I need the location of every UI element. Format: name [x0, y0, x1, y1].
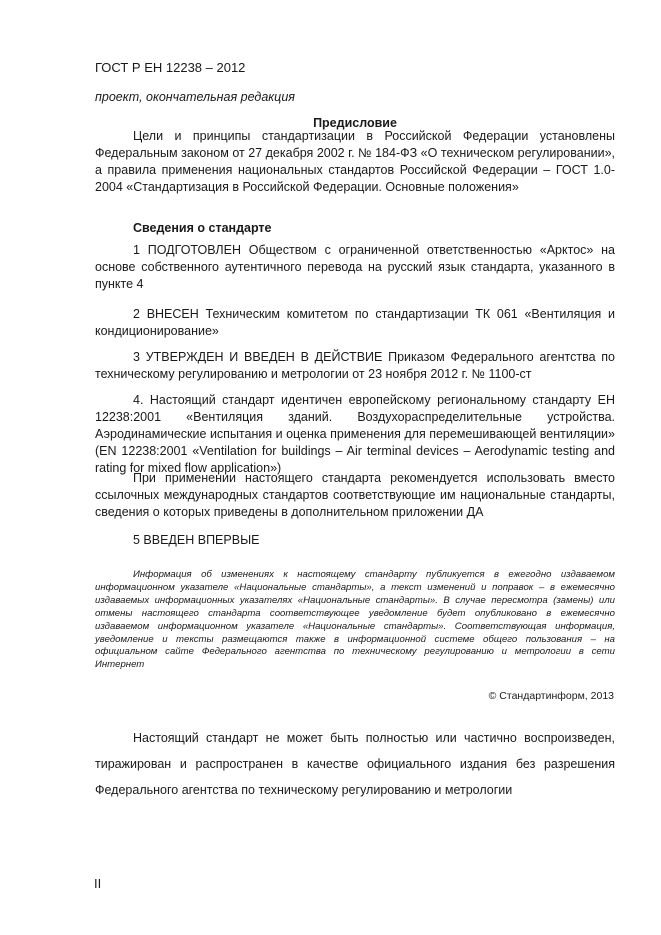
- page-number: II: [94, 876, 102, 891]
- info-item-1: 1 ПОДГОТОВЛЕН Обществом с ограниченной ответственностью «Арктос» на основе собственного аутентичного перевода на русский язык стандарта, указанного в пункте 4: [95, 243, 615, 291]
- project-note: проект, окончательная редакция: [95, 90, 295, 104]
- foreword-text: Цели и принципы стандартизации в Российской Федерации установлены Федеральным законом от 27 декабря 2002 г. № 184-ФЗ «О техническом регулировании», а правила применения национальных стандартов Российской Федерации – ГОСТ 1.0-2004 «Стандартизация в Российской Федерации. Основные положения»: [95, 129, 615, 194]
- info-item-5: 5 ВВЕДЕН ВПЕРВЫЕ: [133, 533, 260, 547]
- changes-info: Информация об изменениях к настоящему стандарту публикуется в ежегодно издаваемом информационном указателе «Национальные стандарты», а текст изменений и поправок – в ежемесячно издаваемых информационных указателях «Национальные стандарты». В случае пересмотра (замены) или отмены настоящего стандарта соответствующее уведомление будет опубликовано в ежемесячно издаваемом информационном указателе «Национальные стандарты». Соответствующая информация, уведомление и тексты размещаются также в информационной системе общего пользования – на официальном сайте Федерального агентства по техническому регулированию и метрологии в сети Интернет: [95, 569, 615, 671]
- foreword-title: Предисловие: [313, 116, 397, 130]
- info-item-2: 2 ВНЕСЕН Техническим комитетом по стандартизации ТК 061 «Вентиляция и кондиционирование»: [95, 307, 615, 338]
- reproduction-notice: Настоящий стандарт не может быть полностью или частично воспроизведен, тиражирован и распространен в качестве официального издания без разрешения Федерального агентства по техническому регулированию и метрологии: [95, 731, 615, 797]
- info-item-4-note: При применении настоящего стандарта рекомендуется использовать вместо ссылочных международных стандартов соответствующие им национальные стандарты, сведения о которых приведены в дополнительном приложении ДА: [95, 471, 615, 519]
- copyright: © Стандартинформ, 2013: [488, 690, 614, 702]
- info-item-4: 4. Настоящий стандарт идентичен европейскому региональному стандарту ЕН 12238:2001 «Вентиляция зданий. Воздухораспределительные устройства. Аэродинамические испытания и оценка применения для перемешивающей вентиляции» (EN 12238:2001 «Ventilation for buildings – Air terminal devices – Aerodynamic testing and rating for mixed flow application»): [95, 393, 615, 475]
- info-title: Сведения о стандарте: [133, 221, 272, 235]
- standard-code: ГОСТ Р ЕН 12238 – 2012: [95, 60, 246, 75]
- info-item-3: 3 УТВЕРЖДЕН И ВВЕДЕН В ДЕЙСТВИЕ Приказом Федерального агентства по техническому регулированию и метрологии от 23 ноября 2012 г. № 1100-ст: [95, 350, 615, 381]
